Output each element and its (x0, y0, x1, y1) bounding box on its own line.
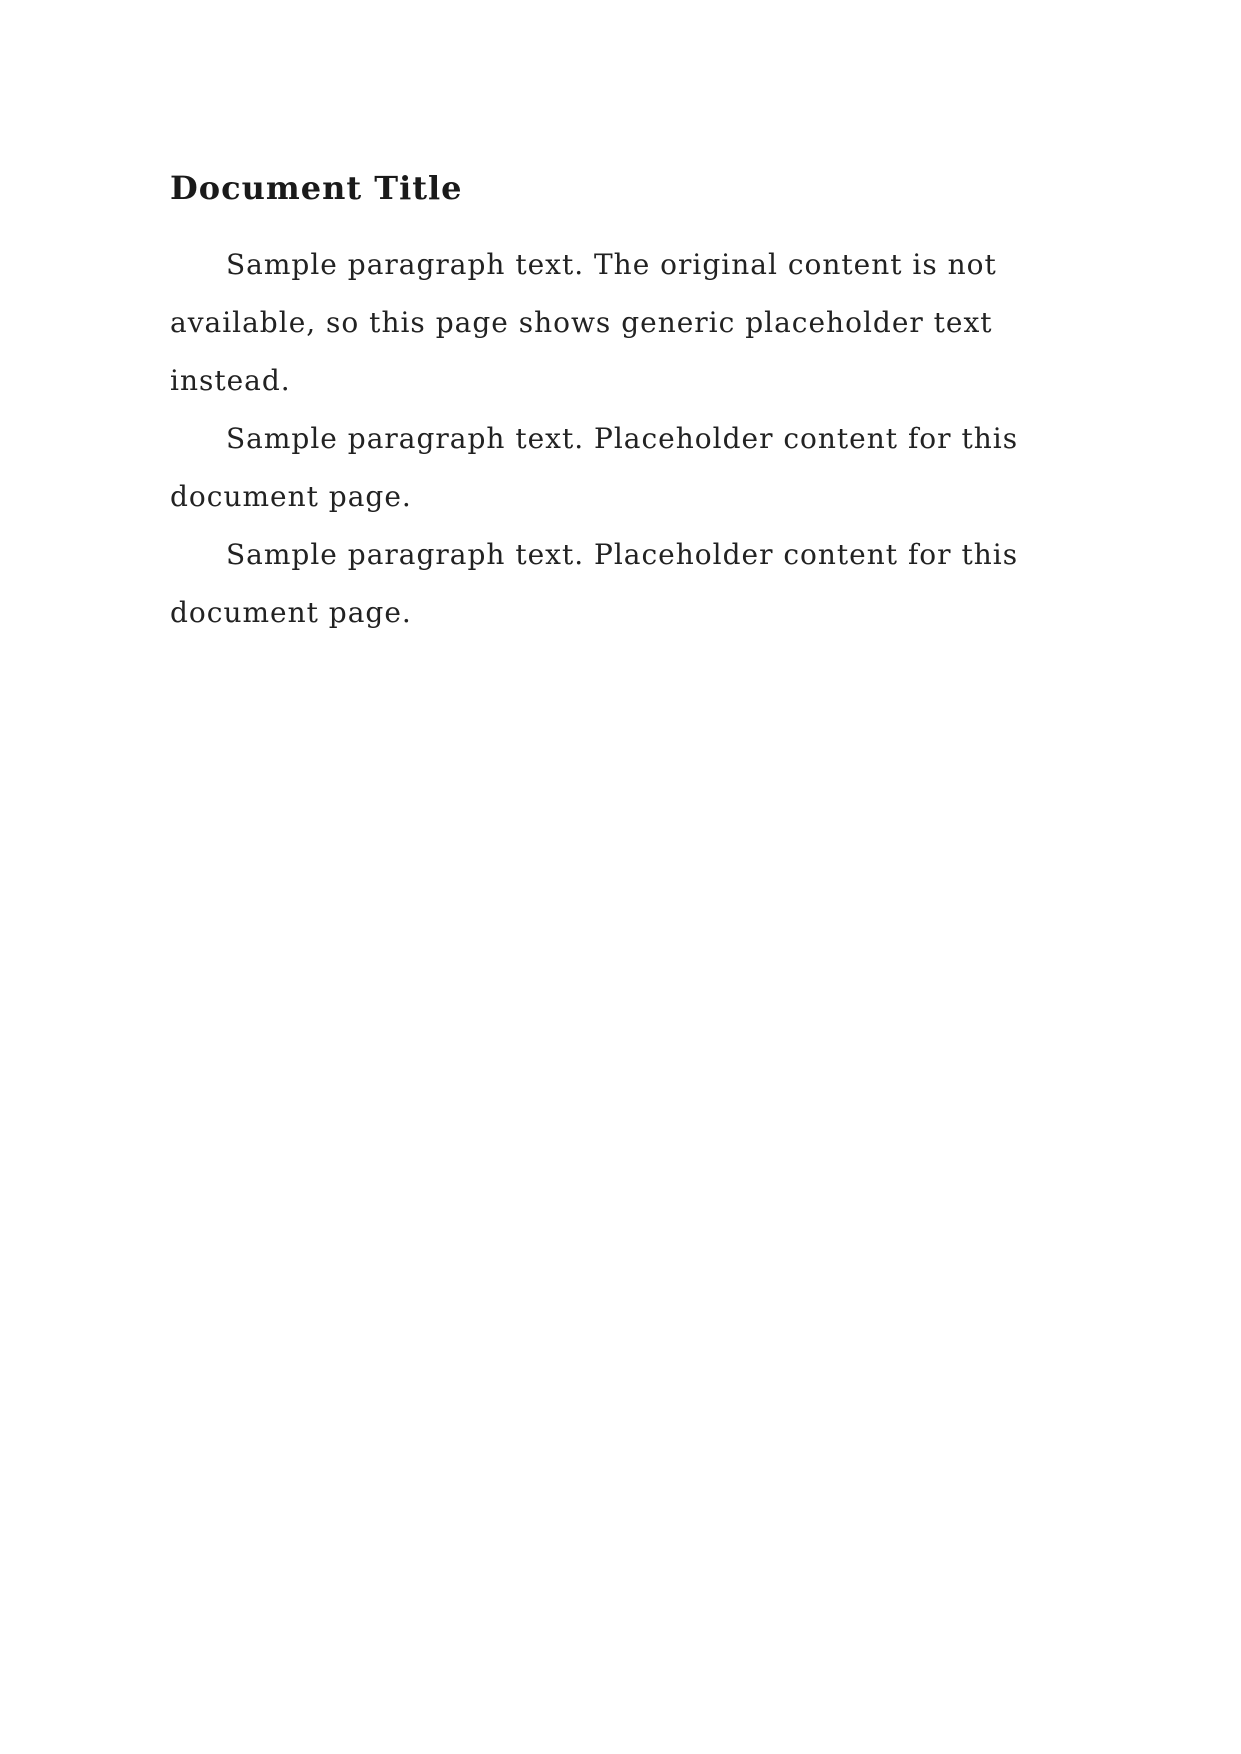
paragraph: Sample paragraph text. Placeholder content for this document page. (170, 422, 1019, 513)
document-body (170, 236, 1071, 642)
paragraph: Sample paragraph text. The original content is not available, so this page shows generic placeholder text instead. (170, 248, 997, 397)
document-title: Document Title (170, 169, 463, 207)
paragraph: Sample paragraph text. Placeholder content for this document page. (170, 538, 1019, 629)
